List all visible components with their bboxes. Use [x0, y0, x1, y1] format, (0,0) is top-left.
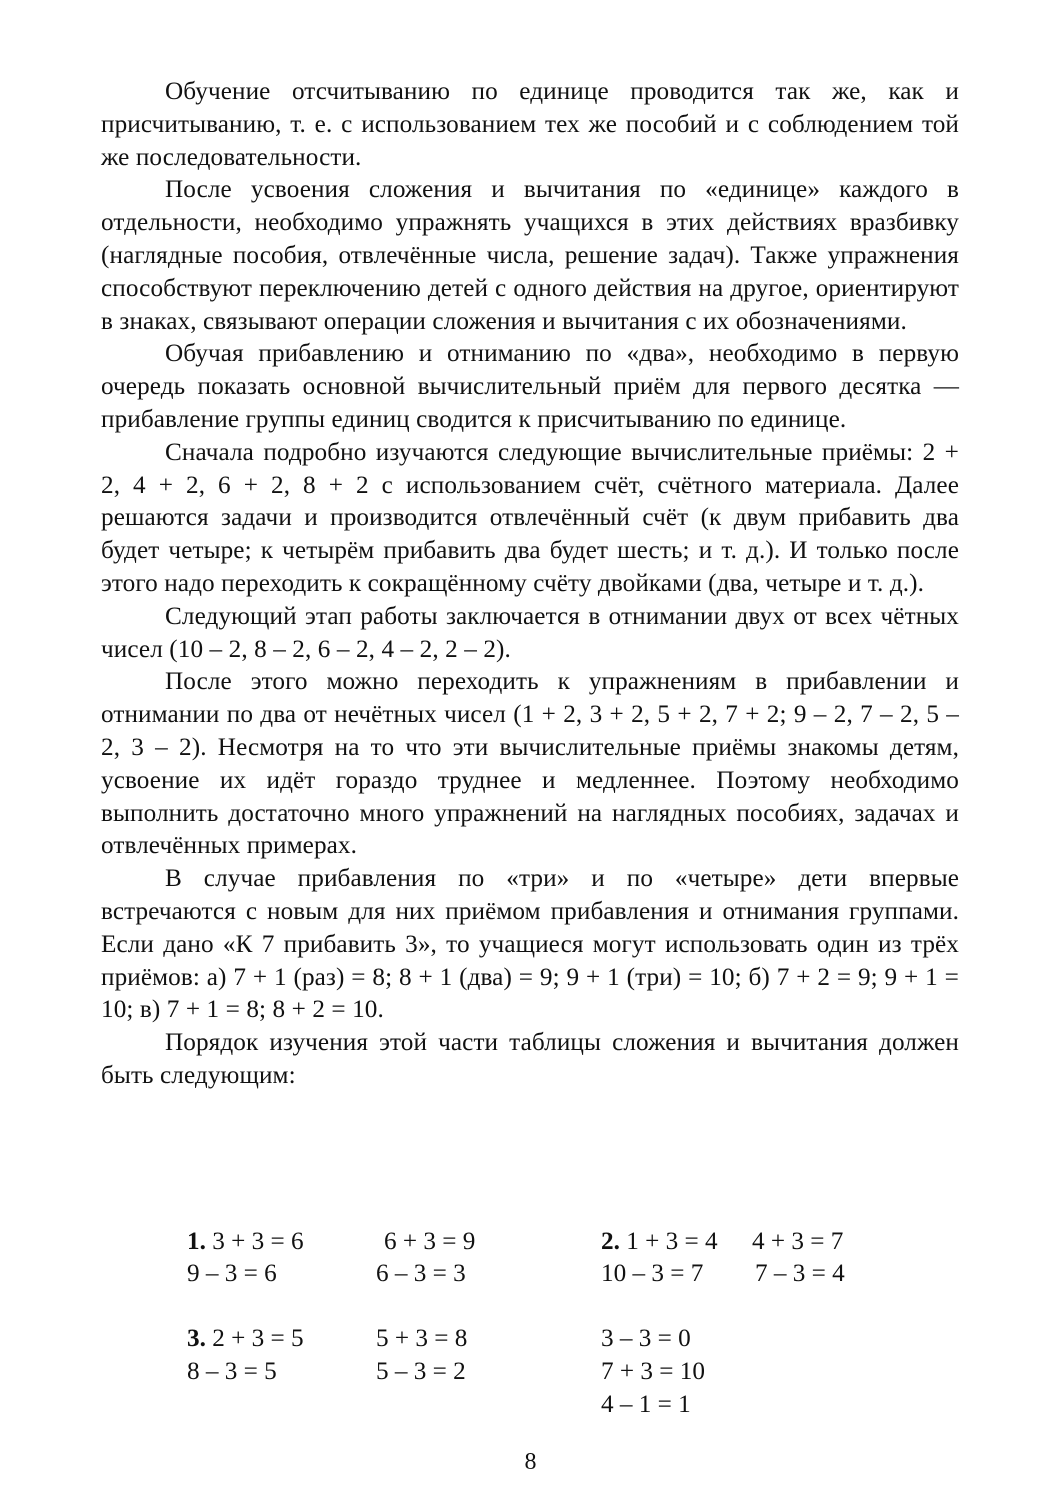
paragraph-4: Сначала подробно изучаются следующие вычислительные приёмы: 2 + 2, 4 + 2, 6 + 2, 8 + 2 с использованием счёт, счётного материала. Далее решаются задачи и производится отвлечённый счёт (к двум прибавить два будет четыре; к четырём прибавить два будет шесть; и т. д.). И только после этого надо переходить к сокращённому счёту двойками (два, четыре и т. д.).	[101, 438, 959, 597]
paragraph-8: Порядок изучения этой части таблицы сложения и вычитания должен быть следующим:	[101, 1029, 959, 1089]
paragraph-5: Следующий этап работы заключается в отнимании двух от всех чётных чисел (10 – 2, 8 – 2, 6 – 2, 4 – 2, 2 – 2).	[101, 602, 959, 663]
equation: 3 + 3 = 6	[212, 1228, 304, 1255]
exercise-group-1-label: 1.	[187, 1228, 206, 1255]
equation: 3 – 3 = 0	[601, 1325, 691, 1352]
equation: 4 – 1 = 1	[601, 1391, 691, 1418]
equation: 10 – 3 = 7	[601, 1260, 704, 1287]
paragraph-1: Обучение отсчитыванию по единице проводится так же, как и присчитыванию, т. е. с использованием тех же пособий и с соблюдением той же последовательности.	[101, 78, 959, 171]
equation: 7 + 3 = 10	[601, 1358, 705, 1385]
paragraph-7: В случае прибавления по «три» и по «четыре» дети впервые встречаются с новым для них приёмом прибавления и отнимания группами. Если дано «К 7 прибавить 3», то учащиеся могут использовать один из трёх приёмов: а) 7 + 1 (раз) = 8; 8 + 1 (два) = 9; 9 + 1 (три) = 10; б) 7 + 2 = 9; 9 + 1 = 10; в) 7 + 1 = 8; 8 + 2 = 10.	[101, 865, 959, 1024]
exercise-group-3-row-1	[187, 1323, 304, 1355]
equation: 8 – 3 = 5	[187, 1358, 277, 1385]
paragraph-2: После усвоения сложения и вычитания по «единице» каждого в отдельности, необходимо упражнять учащихся в этих действиях вразбивку (наглядные пособия, отвлечённые числа, решение задач). Также упражнения способствуют переключению детей с одного действия на другое, ориентируют в знаках, связывают операции сложения и вычитания с их обозначениями.	[101, 176, 959, 335]
equation: 1 + 3 = 4	[626, 1228, 718, 1255]
equation: 5 + 3 = 8	[376, 1325, 468, 1352]
equation: 6 + 3 = 9	[384, 1228, 476, 1255]
equation: 4 + 3 = 7	[752, 1228, 844, 1255]
exercise-group-2-label: 2.	[601, 1228, 620, 1255]
exercise-group-3-label: 3.	[187, 1325, 206, 1352]
equation: 7 – 3 = 4	[755, 1260, 845, 1287]
paragraph-6: После этого можно переходить к упражнениям в прибавлении и отнимании по два от нечётных чисел (1 + 2, 3 + 2, 5 + 2, 7 + 2; 9 – 2, 7 – 2, 5 – 2, 3 – 2). Несмотря на то что эти вычислительные приёмы знакомы детям, усвоение их идёт гораздо труднее и медленнее. Поэтому необходимо выполнить достаточно много упражнений на наглядных пособиях, задачах и отвлечённых примерах.	[101, 668, 959, 860]
exercise-group-1-row-1	[187, 1226, 304, 1258]
equation: 6 – 3 = 3	[376, 1260, 466, 1287]
equation: 9 – 3 = 6	[187, 1260, 277, 1287]
equation: 5 – 3 = 2	[376, 1358, 466, 1385]
exercise-group-2-row-1	[601, 1226, 718, 1258]
paragraph-3: Обучая прибавлению и отниманию по «два», необходимо в первую очередь показать основной вычислительный приём для первого десятка — прибавление группы единиц сводится к присчитыванию по единице.	[101, 340, 959, 433]
equation: 2 + 3 = 5	[212, 1325, 304, 1352]
page-number: 8	[524, 1449, 537, 1475]
